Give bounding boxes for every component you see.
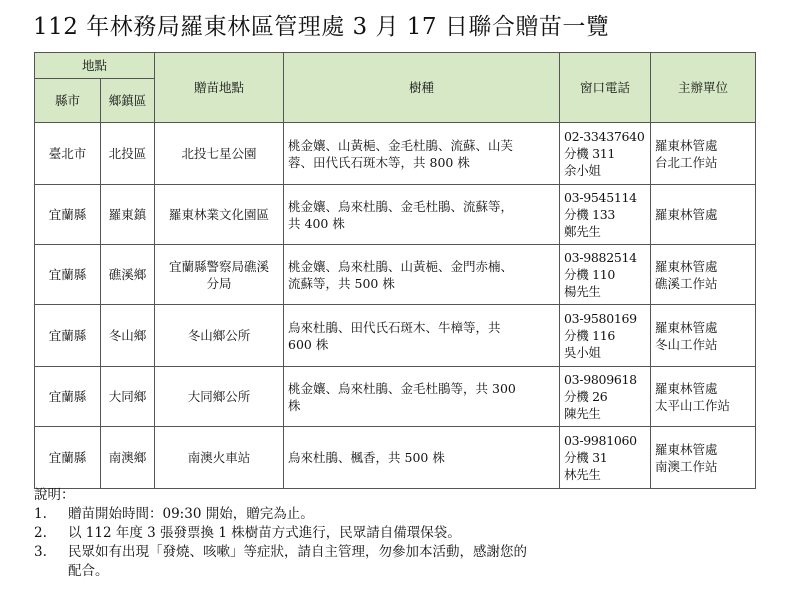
header-phone: 窗口電話: [560, 53, 651, 123]
note-number: [34, 562, 68, 581]
phone-cell-line: 鄭先生: [564, 224, 601, 239]
township-cell: 礁溪鄉: [101, 245, 155, 305]
organizer-cell-line: 冬山工作站: [655, 336, 718, 352]
organizer-cell: [651, 367, 756, 427]
notes-section: [34, 486, 754, 581]
table-row: [35, 123, 756, 185]
note-item: [34, 562, 754, 581]
notes-heading: 說明：: [34, 487, 75, 503]
notes-list: [34, 505, 754, 581]
phone-cell-line: 03-9882514: [564, 250, 637, 265]
note-text: 贈苗開始時間：09:30 開始，贈完為止。: [68, 506, 314, 522]
organizer-cell-line: 羅東林管處: [655, 319, 718, 335]
species-cell: [284, 245, 560, 305]
phone-cell-line: 分機 31: [564, 450, 608, 465]
phone-cell: [560, 305, 651, 367]
organizer-cell-line: 羅東林管處: [655, 380, 718, 396]
organizer-cell: [651, 427, 756, 489]
species-cell: [284, 123, 560, 185]
species-cell-line: 共 400 株: [288, 215, 345, 231]
phone-cell-line: 分機 116: [564, 328, 616, 343]
organizer-cell: [651, 245, 756, 305]
organizer-cell-line: 台北工作站: [655, 154, 718, 170]
phone-cell-line: 03-9809618: [564, 372, 637, 387]
venue-cell-line: 大同鄉公所: [187, 389, 251, 404]
note-text: 民眾如有出現「發燒、咳嗽」等症狀，請自主管理，勿參加本活動，感謝您的: [68, 544, 527, 560]
species-cell-line: 桃金孃、烏來杜鵑、金毛杜鵑、流蘇等，: [288, 198, 514, 214]
venue-cell-line: 宜蘭縣警察局礁溪: [169, 258, 270, 274]
venue-cell: [155, 305, 284, 367]
species-cell-line: 桃金孃、烏來杜鵑、金毛杜鵑等，共 300: [288, 380, 516, 396]
township-cell: 冬山鄉: [101, 305, 155, 367]
species-cell-line: 烏來杜鵑、田代氏石斑木、牛樟等，共: [288, 319, 501, 335]
phone-cell-line: 余小姐: [564, 163, 601, 178]
species-cell-line: 烏來杜鵑、楓香，共 500 株: [288, 450, 445, 465]
phone-cell: [560, 185, 651, 245]
county-cell: 宜蘭縣: [35, 367, 101, 427]
species-cell-line: 桃金孃、烏來杜鵑、山黃梔、金門赤楠、: [288, 258, 514, 274]
phone-cell: [560, 123, 651, 185]
table-row: [35, 305, 756, 367]
township-cell: 大同鄉: [101, 367, 155, 427]
phone-cell-line: 分機 110: [564, 267, 616, 282]
venue-cell: [155, 427, 284, 489]
organizer-cell: [651, 123, 756, 185]
header-township: 鄉鎮區: [101, 79, 155, 123]
phone-cell-line: 03-9580169: [564, 311, 637, 326]
organizer-cell-line: 礁溪工作站: [655, 275, 718, 291]
species-cell: [284, 185, 560, 245]
venue-cell-line: 南澳火車站: [187, 450, 251, 465]
note-text: 配合。: [68, 563, 109, 579]
phone-cell-line: 分機 311: [564, 146, 616, 161]
organizer-cell: [651, 305, 756, 367]
venue-cell-line: 冬山鄉公所: [187, 328, 251, 343]
venue-cell-line: 分局: [206, 275, 232, 291]
table-row: [35, 185, 756, 245]
organizer-cell: [651, 185, 756, 245]
venue-cell-line: 北投七星公園: [181, 146, 257, 161]
note-item: [34, 505, 754, 524]
header-venue: 贈苗地點: [155, 53, 284, 123]
venue-cell: [155, 367, 284, 427]
species-cell-line: 桃金孃、山黃梔、金毛杜鵑、流蘇、山芙: [288, 137, 514, 153]
species-cell: [284, 305, 560, 367]
organizer-cell-line: 羅東林管處: [655, 207, 718, 222]
phone-cell-line: 03-9545114: [564, 190, 637, 205]
note-item: [34, 543, 754, 562]
venue-cell-line: 羅東林業文化園區: [169, 207, 270, 222]
venue-cell: [155, 245, 284, 305]
phone-cell-line: 吳小姐: [564, 345, 601, 360]
species-cell-line: 流蘇等，共 500 株: [288, 275, 395, 291]
table-row: [35, 367, 756, 427]
phone-cell-line: 分機 26: [564, 389, 608, 404]
header-county: 縣市: [35, 79, 101, 123]
county-cell: 臺北市: [35, 123, 101, 185]
species-cell-line: 蓉、田代氏石斑木等，共 800 株: [288, 154, 470, 170]
table-row: [35, 427, 756, 489]
header-species: 樹種: [284, 53, 560, 123]
note-number: 2.: [34, 525, 47, 541]
phone-cell: [560, 245, 651, 305]
phone-cell: [560, 427, 651, 489]
note-number: 1.: [34, 506, 47, 522]
note-number: 3.: [34, 544, 47, 560]
header-location-group: 地點: [35, 53, 155, 79]
phone-cell-line: 02-33437640: [564, 129, 645, 144]
header-organizer: 主辦單位: [651, 53, 756, 123]
organizer-cell-line: 羅東林管處: [655, 441, 718, 457]
venue-cell: [155, 123, 284, 185]
township-cell: 南澳鄉: [101, 427, 155, 489]
seedling-table: [34, 52, 756, 489]
species-cell-line: 株: [288, 397, 301, 413]
county-cell: 宜蘭縣: [35, 185, 101, 245]
species-cell: [284, 367, 560, 427]
organizer-cell-line: 羅東林管處: [655, 137, 718, 153]
organizer-cell-line: 南澳工作站: [655, 458, 718, 474]
page-title: 112 年林務局羅東林區管理處 3 月 17 日聯合贈苗一覽: [33, 14, 610, 40]
note-item: [34, 524, 754, 543]
county-cell: 宜蘭縣: [35, 305, 101, 367]
note-text: 以 112 年度 3 張發票換 1 株樹苗方式進行，民眾請自備環保袋。: [68, 525, 461, 541]
venue-cell: [155, 185, 284, 245]
county-cell: 宜蘭縣: [35, 427, 101, 489]
table-row: [35, 245, 756, 305]
phone-cell-line: 楊先生: [564, 284, 601, 299]
species-cell-line: 600 株: [288, 336, 329, 352]
township-cell: 羅東鎮: [101, 185, 155, 245]
organizer-cell-line: 太平山工作站: [655, 397, 731, 413]
phone-cell: [560, 367, 651, 427]
phone-cell-line: 陳先生: [564, 406, 601, 421]
organizer-cell-line: 羅東林管處: [655, 258, 718, 274]
phone-cell-line: 03-9981060: [564, 433, 637, 448]
phone-cell-line: 分機 133: [564, 207, 616, 222]
phone-cell-line: 林先生: [564, 467, 601, 482]
county-cell: 宜蘭縣: [35, 245, 101, 305]
township-cell: 北投區: [101, 123, 155, 185]
species-cell: [284, 427, 560, 489]
